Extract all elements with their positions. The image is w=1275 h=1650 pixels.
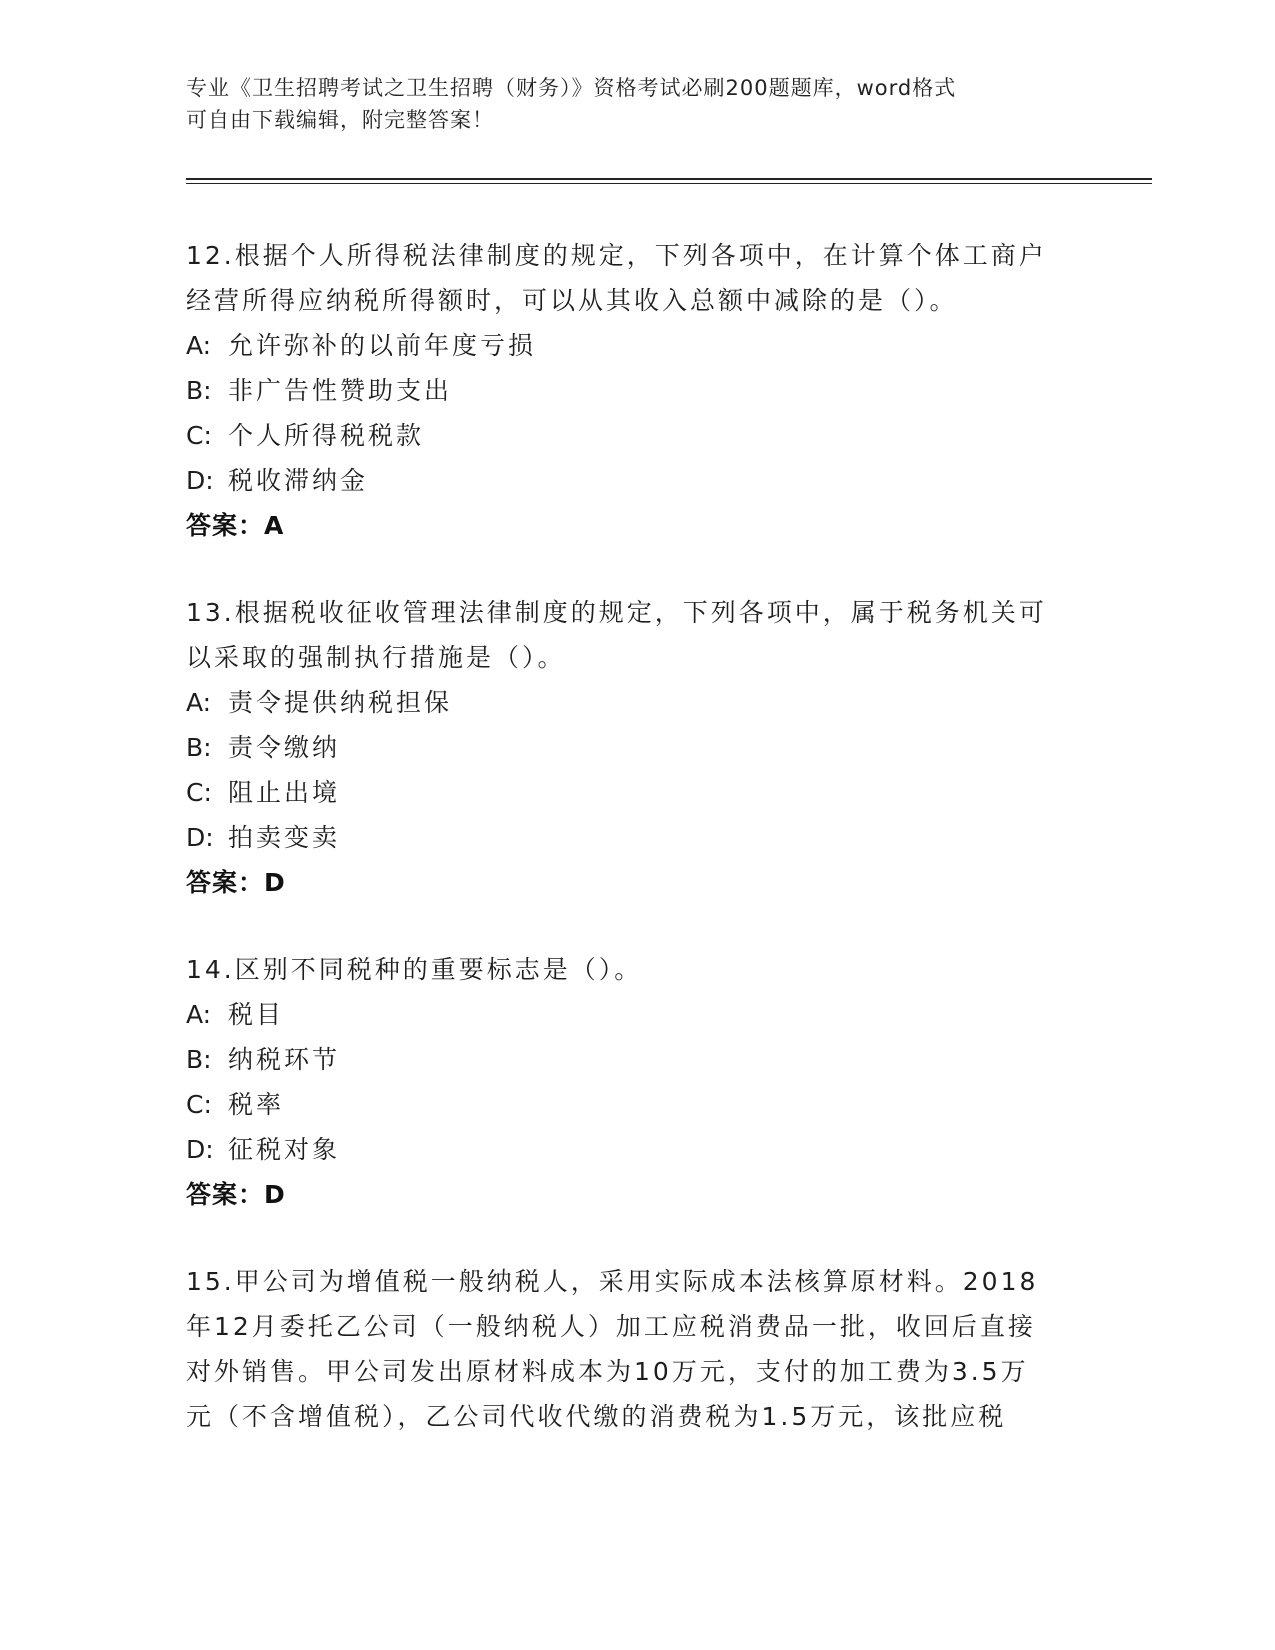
option-a (186, 680, 1076, 725)
question-stem (186, 1259, 1076, 1439)
option-key: B: (186, 733, 212, 762)
option-key: C: (186, 778, 212, 807)
question-item (186, 233, 1076, 548)
option-d (186, 815, 1076, 860)
question-stem (186, 233, 1076, 323)
option-text: 个人所得税税款 (228, 421, 425, 450)
question-stem-line: 15.甲公司为增值税一般纳税人，采用实际成本法核算原材料。2018 (186, 1267, 1039, 1296)
question-stem-line: 元（不含增值税），乙公司代收代缴的消费税为1.5万元，该批应税 (186, 1402, 1007, 1431)
header-title-line-1: 专业《卫生招聘考试之卫生招聘（财务）》资格考试必刷200题题库，word格式 (186, 76, 957, 100)
answer-line: 答案：A (186, 511, 285, 540)
question-stem-line: 以采取的强制执行措施是（）。 (186, 643, 566, 672)
question-stem-line: 14.区别不同税种的重要标志是（）。 (186, 955, 643, 984)
question-stem (186, 590, 1076, 680)
option-text: 责令提供纳税担保 (228, 688, 453, 717)
option-text: 税率 (228, 1090, 285, 1119)
option-d (186, 458, 1076, 503)
option-key: C: (186, 1090, 212, 1119)
option-text: 税目 (228, 1000, 285, 1029)
question-list (186, 233, 1076, 1481)
option-key: D: (186, 823, 214, 852)
option-b (186, 725, 1076, 770)
option-c (186, 1082, 1076, 1127)
option-key: B: (186, 376, 212, 405)
header-title-line-2: 可自由下载编辑，附完整答案！ (186, 108, 494, 132)
option-text: 允许弥补的以前年度亏损 (228, 331, 537, 360)
option-a (186, 992, 1076, 1037)
question-stem-line: 13.根据税收征收管理法律制度的规定，下列各项中，属于税务机关可 (186, 598, 1047, 627)
question-item (186, 1259, 1076, 1439)
option-text: 责令缴纳 (228, 733, 341, 762)
option-text: 拍卖变卖 (228, 823, 341, 852)
option-key: D: (186, 466, 214, 495)
document-header (186, 72, 1066, 136)
answer-line: 答案：D (186, 1180, 286, 1209)
option-text: 纳税环节 (228, 1045, 341, 1074)
question-stem-line: 经营所得应纳税所得额时，可以从其收入总额中减除的是（）。 (186, 286, 958, 315)
option-c (186, 413, 1076, 458)
question-stem-line: 12.根据个人所得税法律制度的规定，下列各项中，在计算个体工商户 (186, 241, 1047, 270)
option-text: 征税对象 (228, 1135, 341, 1164)
option-key: D: (186, 1135, 214, 1164)
option-key: A: (186, 1000, 212, 1029)
question-stem-line: 年12月委托乙公司（一般纳税人）加工应税消费品一批，收回后直接 (186, 1312, 1036, 1341)
option-key: A: (186, 688, 212, 717)
answer-line: 答案：D (186, 868, 286, 897)
option-b (186, 1037, 1076, 1082)
option-d (186, 1127, 1076, 1172)
header-divider-thin (186, 183, 1152, 184)
option-key: A: (186, 331, 212, 360)
option-key: C: (186, 421, 212, 450)
question-stem-line: 对外销售。甲公司发出原材料成本为10万元，支付的加工费为3.5万 (186, 1357, 1029, 1386)
option-c (186, 770, 1076, 815)
option-key: B: (186, 1045, 212, 1074)
option-a (186, 323, 1076, 368)
header-divider-thick (186, 178, 1152, 180)
question-item (186, 947, 1076, 1217)
question-item (186, 590, 1076, 905)
option-text: 税收滞纳金 (228, 466, 369, 495)
option-text: 阻止出境 (228, 778, 341, 807)
option-b (186, 368, 1076, 413)
option-text: 非广告性赞助支出 (228, 376, 453, 405)
question-stem (186, 947, 1076, 992)
